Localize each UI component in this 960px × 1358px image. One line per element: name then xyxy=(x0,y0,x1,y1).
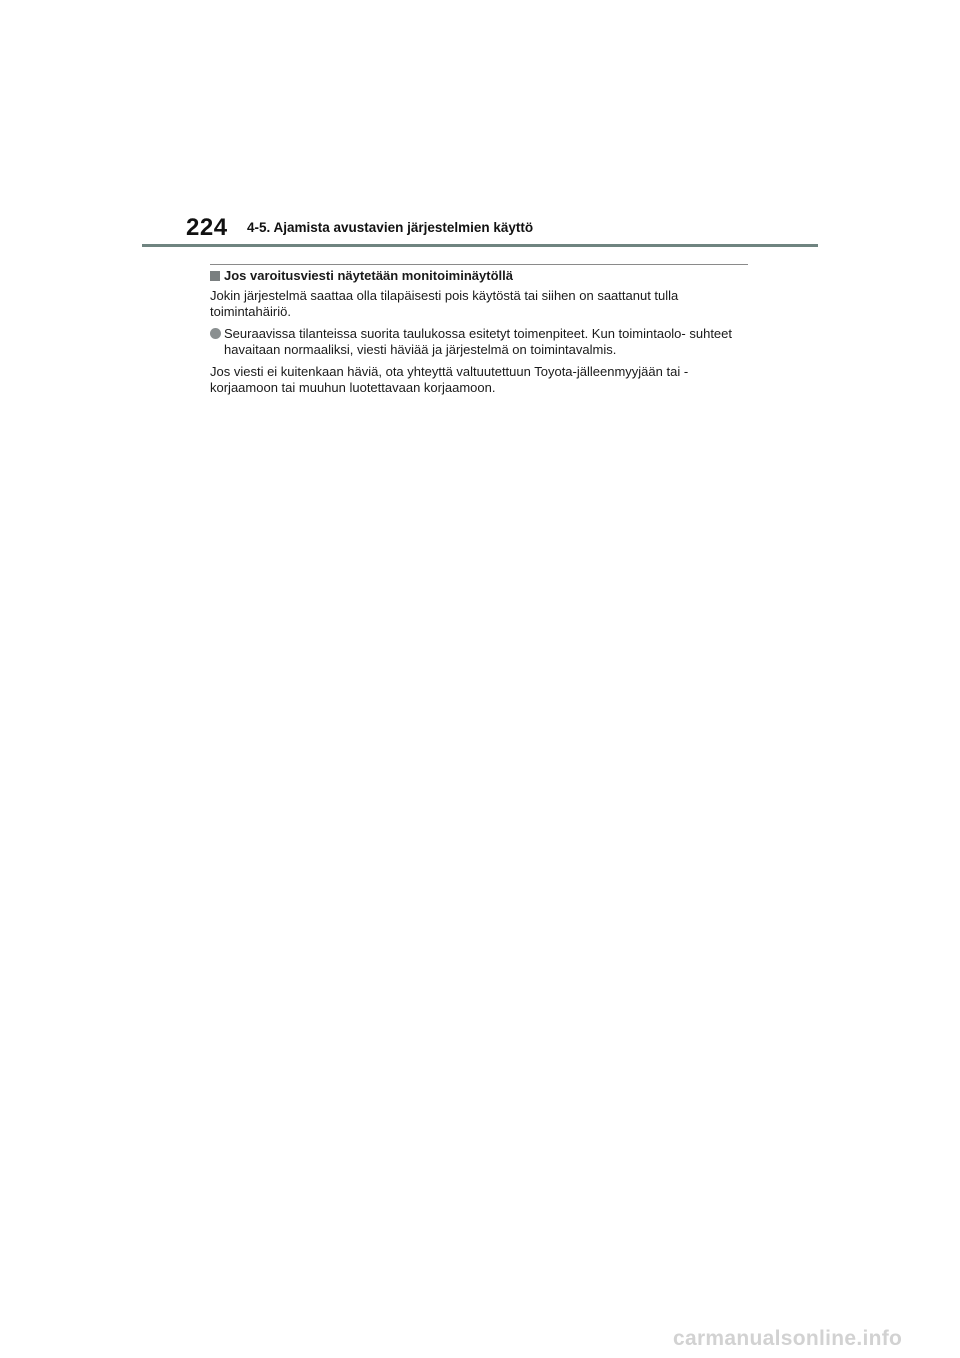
list-item xyxy=(210,326,750,357)
circle-bullet-icon xyxy=(210,328,221,339)
section-content xyxy=(210,268,750,402)
square-bullet-icon xyxy=(210,271,220,281)
paragraph-temporary-fault: Jokin järjestelmä saattaa olla tilapäisesti pois käytöstä tai siihen on saattanut tulla toimintahäiriö. xyxy=(210,288,679,319)
page-number: 224 xyxy=(186,214,228,241)
section-heading xyxy=(210,268,750,284)
paragraph-contact-dealer: Jos viesti ei kuitenkaan häviä, ota yhteyttä valtuutettuun Toyota-jälleenmyyjään tai -korjaamoon tai muuhun luotettavaan korjaamoon. xyxy=(210,364,689,395)
chapter-title: 4-5. Ajamista avustavien järjestelmien käyttö xyxy=(247,220,534,235)
section-divider xyxy=(210,264,748,265)
list-item-text: Seuraavissa tilanteissa suorita taulukossa esitetyt toimenpiteet. Kun toimintaolo- suhteet havaitaan normaaliksi, viesti häviää ja järjestelmä on toimintavalmis. xyxy=(224,326,732,357)
watermark-text: carmanualsonline.info xyxy=(673,1327,903,1350)
section-heading-text: Jos varoitusviesti näytetään monitoiminäytöllä xyxy=(224,268,513,283)
header-divider xyxy=(142,244,818,247)
